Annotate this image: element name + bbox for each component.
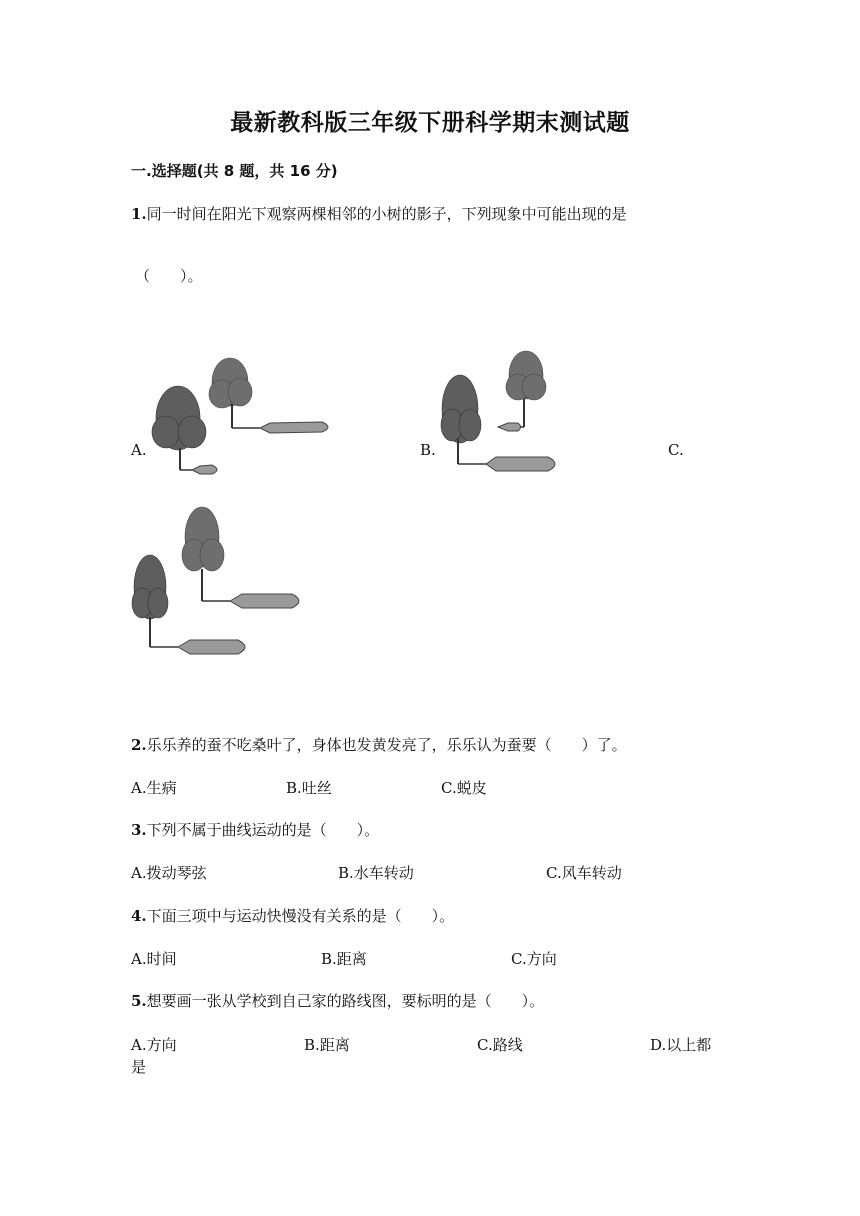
question-number: 5. [131, 992, 147, 1010]
question-1-continuation: （ ）。 [135, 267, 203, 285]
option-c: C.方向 [511, 950, 557, 968]
option-d-wrap: 是 [131, 1058, 147, 1076]
question-text: 下列不属于曲线运动的是（ ）。 [146, 821, 380, 839]
option-b-tree-shadow-image [438, 347, 568, 477]
option-a-label: A. [131, 441, 147, 459]
option-a: A.方向 [131, 1036, 177, 1054]
option-a: A.生病 [131, 779, 177, 797]
question-2 [131, 734, 627, 755]
question-1 [131, 203, 627, 224]
option-c: C.风车转动 [546, 864, 622, 882]
page-title: 最新教科版三年级下册科学期末测试题 [230, 110, 630, 136]
option-b: B.水车转动 [338, 864, 414, 882]
question-4 [131, 905, 454, 926]
question-number: 3. [131, 821, 147, 839]
option-a: A.时间 [131, 950, 177, 968]
question-number: 1. [131, 205, 147, 223]
option-b: B.距离 [304, 1036, 350, 1054]
option-c: C.蜕皮 [441, 779, 487, 797]
question-text: 下面三项中与运动快慢没有关系的是（ ）。 [146, 907, 455, 925]
question-text: 同一时间在阳光下观察两棵相邻的小树的影子，下列现象中可能出现的是 [146, 205, 627, 223]
question-text: 想要画一张从学校到自己家的路线图，要标明的是（ ）。 [146, 992, 545, 1010]
question-text: 乐乐养的蚕不吃桑叶了，身体也发黄发亮了，乐乐认为蚕要（ ）了。 [146, 736, 627, 754]
section-heading: 一.选择题(共 8 题，共 16 分) [131, 162, 338, 180]
option-b-label: B. [420, 441, 436, 459]
option-d: D.以上都 [650, 1036, 712, 1054]
option-c: C.路线 [477, 1036, 523, 1054]
option-a-tree-shadow-image [152, 352, 342, 482]
option-b: B.吐丝 [286, 779, 332, 797]
question-3 [131, 819, 379, 840]
option-c-label: C. [668, 441, 684, 459]
question-number: 2. [131, 736, 147, 754]
option-a: A.拨动琴弦 [131, 864, 207, 882]
option-c-tree-shadow-image [130, 505, 310, 665]
question-number: 4. [131, 907, 147, 925]
option-b: B.距离 [321, 950, 367, 968]
question-5 [131, 990, 544, 1011]
